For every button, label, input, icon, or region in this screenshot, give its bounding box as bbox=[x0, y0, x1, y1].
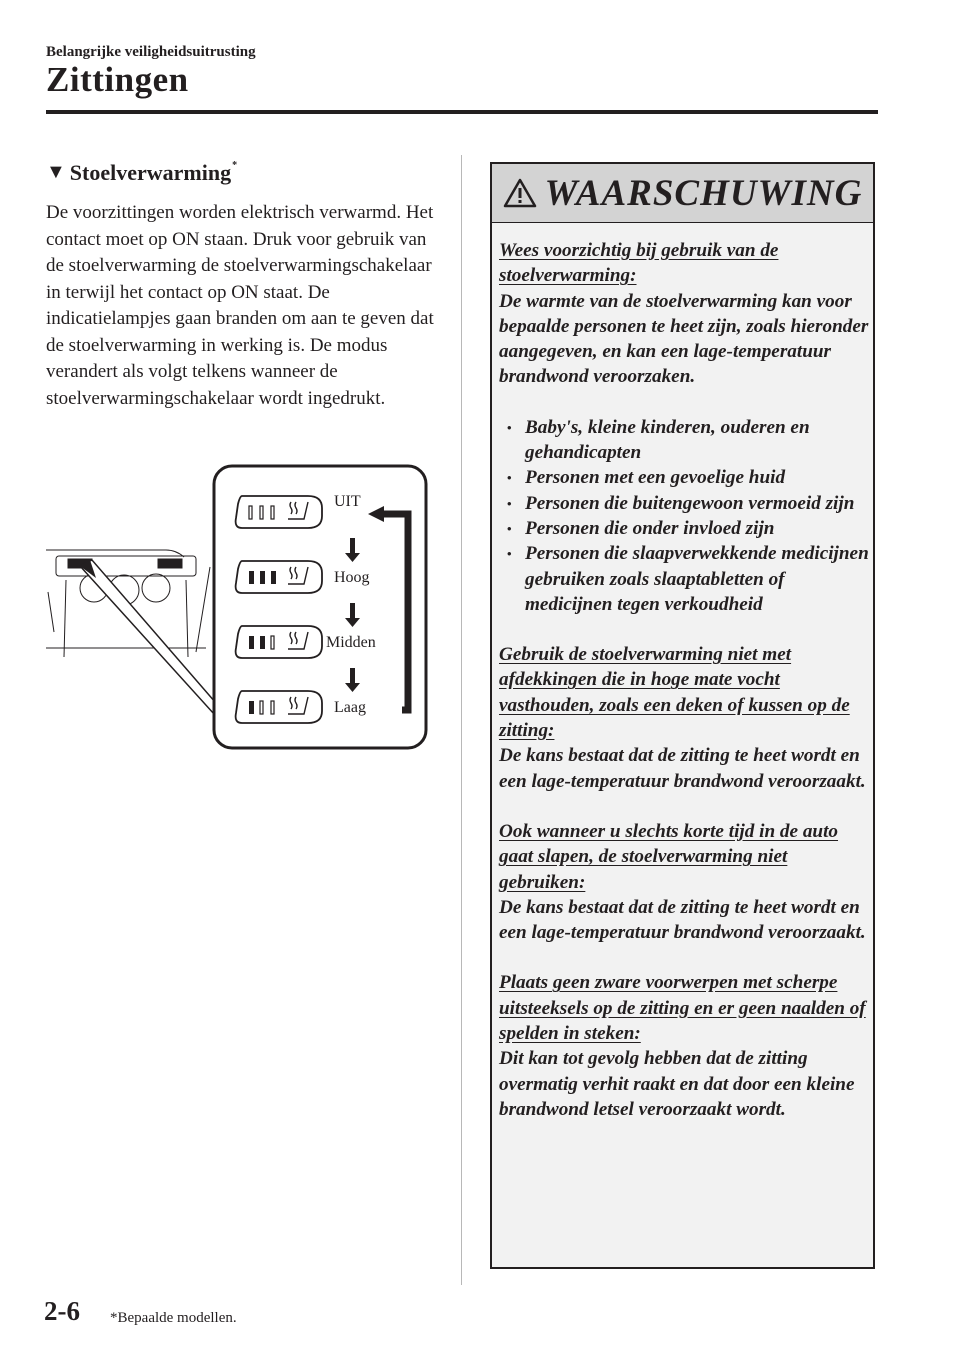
warning-para-2 bbox=[499, 642, 871, 794]
switch-button bbox=[236, 626, 322, 658]
warning-box bbox=[490, 162, 875, 1269]
switch-state-label: Midden bbox=[326, 634, 376, 651]
indicator-lamp bbox=[249, 636, 254, 649]
warning-bullet: • Personen die onder invloed zijn bbox=[499, 516, 871, 541]
switch-button bbox=[236, 691, 322, 723]
warning-bullet: • Personen die slaapverwekkende medicijnen gebruiken zoals slaaptabletten of medicijnen tegen verkoudheid bbox=[499, 541, 871, 617]
switch-state-label: Hoog bbox=[334, 569, 370, 586]
indicator-lamp bbox=[271, 701, 274, 714]
switch-state-label: Laag bbox=[334, 699, 366, 716]
warning-para-1-text: De warmte van de stoelverwarming kan voor bepaalde personen te heet zijn, zoals hieronder aangegeven, en kan een lage-temperatuur brandwond veroorzaken. bbox=[499, 290, 869, 388]
body-text: De voorzittingen worden elektrisch verwarmd. Het contact moet op ON staan. Druk voor gebruik van de stoelverwarming de stoelverwarmingschakelaar in terwijl het contact op ON staat. De indicatielampjes gaan branden om aan te geven dat de stoelverwarming in werking is. De modus verandert als volgt telkens wanneer de stoelverwarmingschakelaar wordt ingedrukt. bbox=[46, 202, 434, 409]
footnote: *Bepaalde modellen. bbox=[110, 1310, 237, 1326]
heading-text: Stoelverwarming bbox=[69, 160, 232, 185]
warning-triangle-icon bbox=[503, 178, 537, 208]
page-title: Zittingen bbox=[46, 60, 189, 99]
warning-bullet: • Baby's, kleine kinderen, ouderen en gehandicapten bbox=[499, 415, 871, 466]
section-heading bbox=[46, 160, 237, 186]
warning-para-3-text: De kans bestaat dat de zitting te heet wordt en een lage-temperatuur brandwond veroorzaakt. bbox=[499, 896, 866, 944]
switch-button bbox=[236, 561, 322, 593]
warning-title: WAARSCHUWING bbox=[544, 172, 863, 214]
triangle-down-icon: ▼ bbox=[46, 161, 66, 183]
indicator-lamp bbox=[260, 506, 263, 519]
warning-body bbox=[499, 238, 871, 1147]
indicator-lamp bbox=[271, 636, 274, 649]
indicator-lamp bbox=[271, 571, 276, 584]
warning-para-2-heading: Gebruik de stoelverwarming niet met afdekkingen die in hoge mate vocht vasthouden, zoals een deken of kussen op de zitting: bbox=[499, 644, 850, 742]
indicator-lamp bbox=[249, 701, 254, 714]
warning-para-4-heading: Plaats geen zware voorwerpen met scherpe uitsteeksels op de zitting en er geen naalden of spelden in steken: bbox=[499, 972, 866, 1045]
indicator-lamp bbox=[249, 571, 254, 584]
title-rule bbox=[46, 110, 878, 114]
seat-heater-diagram bbox=[46, 462, 430, 754]
column-divider bbox=[461, 155, 462, 1285]
warning-para-4-text: Dit kan tot gevolg hebben dat de zitting overmatig verhit raakt en dat door een kleine brandwond letsel veroorzaakt wordt. bbox=[499, 1048, 855, 1120]
warning-para-4 bbox=[499, 970, 871, 1122]
switch-state-label: UIT bbox=[334, 493, 361, 510]
warning-para-3-heading: Ook wanneer u slechts korte tijd in de auto gaat slapen, de stoelverwarming niet gebruiken: bbox=[499, 820, 839, 893]
indicator-lamp bbox=[260, 701, 263, 714]
callout-pointer bbox=[80, 560, 222, 714]
warning-header bbox=[492, 164, 873, 223]
warning-para-1 bbox=[499, 238, 871, 390]
heading-footnote-marker: * bbox=[232, 160, 238, 171]
section-label: Belangrijke veiligheidsuitrusting bbox=[46, 44, 256, 60]
indicator-lamp bbox=[260, 571, 265, 584]
warning-para-1-heading: Wees voorzichtig bij gebruik van de stoelverwarming: bbox=[499, 240, 779, 287]
indicator-lamp bbox=[271, 506, 274, 519]
page-number: 2-6 bbox=[44, 1296, 80, 1326]
warning-para-3 bbox=[499, 819, 871, 945]
indicator-lamp bbox=[249, 506, 252, 519]
warning-bullet: • Personen die buitengewoon vermoeid zijn bbox=[499, 491, 871, 516]
indicator-lamp bbox=[260, 636, 265, 649]
warning-bullet: • Personen met een gevoelige huid bbox=[499, 465, 871, 490]
warning-bullet-list bbox=[499, 415, 871, 617]
warning-para-2-text: De kans bestaat dat de zitting te heet wordt en een lage-temperatuur brandwond veroorzaakt. bbox=[499, 745, 866, 792]
